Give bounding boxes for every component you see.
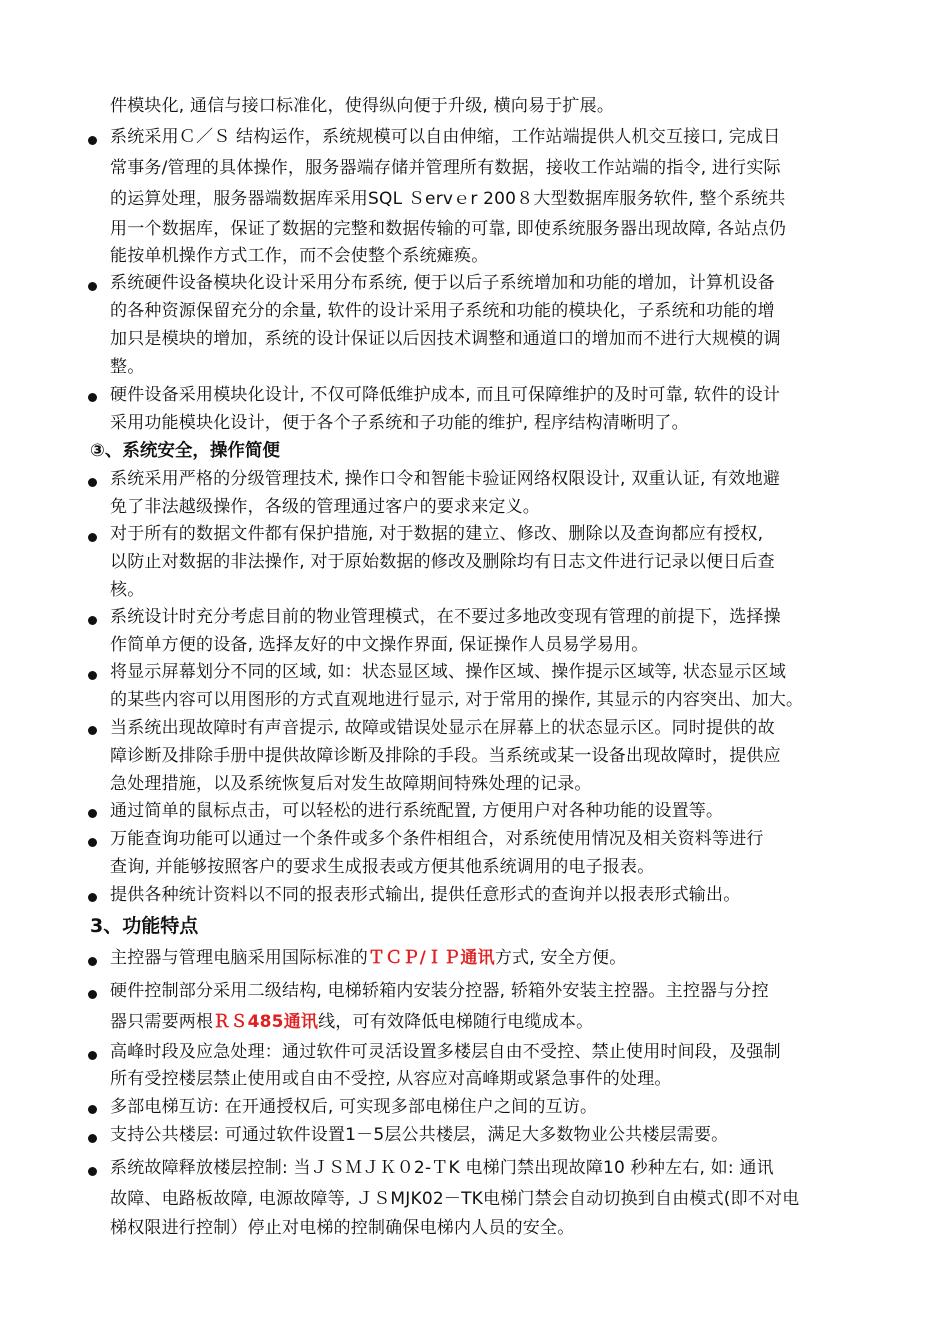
- bullet-icon: [88, 136, 97, 145]
- bullet-icon: [88, 282, 97, 291]
- bullet-icon: [88, 726, 97, 735]
- text-line: 件模块化, 通信与接口标准化，使得纵向便于升级, 横向易于扩展。: [110, 96, 615, 116]
- bullet-icon: [88, 990, 97, 999]
- text-line: 用一个数据库，保证了数据的完整和数据传输的可靠, 即使系统服务器出现故障, 各站点仍: [110, 219, 787, 239]
- text-line: 免了非法越级操作，各级的管理通过客户的要求来定义。: [110, 497, 540, 517]
- text-line: 当系统出现故障时有声音提示, 故障或错误处显示在屏幕上的状态显示区。同时提供的故: [110, 718, 775, 738]
- text-line: 系统硬件设备模块化设计采用分布系统, 便于以后子系统增加和功能的增加，计算机设备: [110, 273, 775, 293]
- text-line: 故障、电路板故障, 电源故障等, ＪＳMJK02－TK电梯门禁会自动切换到自由模式(即不对电: [110, 1189, 800, 1209]
- text-line: 系统设计时充分考虑目前的物业管理模式，在不要过多地改变现有管理的前提下，选择操: [110, 607, 781, 627]
- bullet-icon: [88, 838, 97, 847]
- bullet-icon: [88, 893, 97, 902]
- text-line: 硬件控制部分采用二级结构, 电梯轿箱内安装分控器, 轿箱外安装主控器。主控器与分控: [110, 981, 769, 1001]
- section-heading: ③、系统安全，操作简便: [90, 441, 280, 461]
- highlight-term: ＲＳ485通讯: [213, 1012, 319, 1032]
- text-segment: 线，可有效降低电梯随行电缆成本。: [318, 1012, 594, 1032]
- text-line: 系统采用Ｃ／Ｓ 结构运作，系统规模可以自由伸缩，工作站端提供人机交互接口, 完成日: [110, 127, 781, 147]
- text-segment: 主控器与管理电脑采用国际标准的: [110, 948, 368, 968]
- text-line: 系统采用严格的分级管理技术, 操作口令和智能卡验证网络权限设计, 双重认证, 有效地避: [110, 469, 781, 489]
- bullet-icon: [88, 1105, 97, 1114]
- text-line: 采用功能模块化设计，便于各个子系统和子功能的维护, 程序结构清晰明了。: [110, 413, 689, 433]
- text-line: 的某些内容可以用图形的方式直观地进行显示, 对于常用的操作, 其显示的内容突出、加大。: [110, 690, 804, 710]
- bullet-icon: [88, 671, 97, 680]
- text-line: 作简单方便的设备, 选择友好的中文操作界面, 保证操作人员易学易用。: [110, 635, 649, 655]
- text-line: 的各种资源保留充分的余量, 软件的设计采用子系统和功能的模块化，子系统和功能的增: [110, 301, 775, 321]
- bullet-icon: [88, 1167, 97, 1176]
- text-line: 万能查询功能可以通过一个条件或多个条件相组合，对系统使用情况及相关资料等进行: [110, 829, 764, 849]
- text-segment: 方式, 安全方便。: [494, 948, 627, 968]
- text-segment: 器只需要两根: [110, 1012, 214, 1032]
- bullet-icon: [88, 533, 97, 542]
- text-line: 核。: [110, 580, 145, 600]
- text-line: 将显示屏幕划分不同的区域, 如：状态显区域、操作区域、操作提示区域等, 状态显示区域: [110, 662, 787, 682]
- text-line: 通过简单的鼠标点击，可以轻松的进行系统配置, 方便用户对各种功能的设置等。: [110, 801, 724, 821]
- text-line: 多部电梯互访: 在开通授权后, 可实现多部电梯住户之间的互访。: [110, 1097, 598, 1117]
- text-line: 系统故障释放楼层控制: 当ＪＳＭＪＫ０2-ＴK 电梯门禁出现故障10 秒种左右, 如: 通讯: [110, 1158, 774, 1178]
- text-line: 急处理措施，以及系统恢复后对发生故障期间特殊处理的记录。: [110, 774, 592, 794]
- text-line: 提供各种统计资料以不同的报表形式输出, 提供任意形式的查询并以报表形式输出。: [110, 885, 741, 905]
- text-line: 所有受控楼层禁止使用或自由不受控, 从容应对高峰期或紧急事件的处理。: [110, 1069, 672, 1089]
- text-line: 梯权限进行控制）停止对电梯的控制确保电梯内人员的安全。: [110, 1218, 575, 1238]
- text-line: 常事务/管理的具体操作，服务器端存储并管理所有数据，接收工作站端的指令, 进行实际: [110, 158, 781, 178]
- text-line: 加只是模块的增加，系统的设计保证以后因技术调整和通道口的增加而不进行大规模的调: [110, 329, 781, 349]
- bullet-icon: [88, 1051, 97, 1060]
- text-line: 查询, 并能够按照客户的要求生成报表或方便其他系统调用的电子报表。: [110, 857, 655, 877]
- bullet-icon: [88, 393, 97, 402]
- text-line: [110, 948, 626, 968]
- text-line: 整。: [110, 357, 145, 377]
- text-line: 高峰时段及应急处理：通过软件可灵活设置多楼层自由不受控、禁止使用时间段，及强制: [110, 1042, 781, 1062]
- section-heading: 3、功能特点: [90, 915, 199, 937]
- text-line: 能按单机操作方式工作，而不会使整个系统瘫痪。: [110, 246, 489, 266]
- bullet-icon: [88, 809, 97, 818]
- highlight-term: ＴＣＰ/ＩＰ通讯: [368, 948, 495, 968]
- text-line: 以防止对数据的非法操作, 对于原始数据的修改及删除均有日志文件进行记录以便日后查: [110, 552, 775, 572]
- text-line: [110, 1012, 593, 1032]
- text-line: 硬件设备采用模块化设计, 不仅可降低维护成本, 而且可保障维护的及时可靠, 软件的设计: [110, 385, 781, 405]
- bullet-icon: [88, 957, 97, 966]
- bullet-icon: [88, 1134, 97, 1143]
- bullet-icon: [88, 478, 97, 487]
- bullet-icon: [88, 616, 97, 625]
- text-line: 对于所有的数据文件都有保护措施, 对于数据的建立、修改、删除以及查询都应有授权,: [110, 524, 764, 544]
- text-line: 的运算处理，服务器端数据库采用SQL Ｓervｅr 200８大型数据库服务软件, 整个系统共: [110, 189, 786, 209]
- text-line: 支持公共楼层: 可通过软件设置1－5层公共楼层，满足大多数物业公共楼层需要。: [110, 1125, 729, 1145]
- text-line: 障诊断及排除手册中提供故障诊断及排除的手段。当系统或某一设备出现故障时，提供应: [110, 746, 781, 766]
